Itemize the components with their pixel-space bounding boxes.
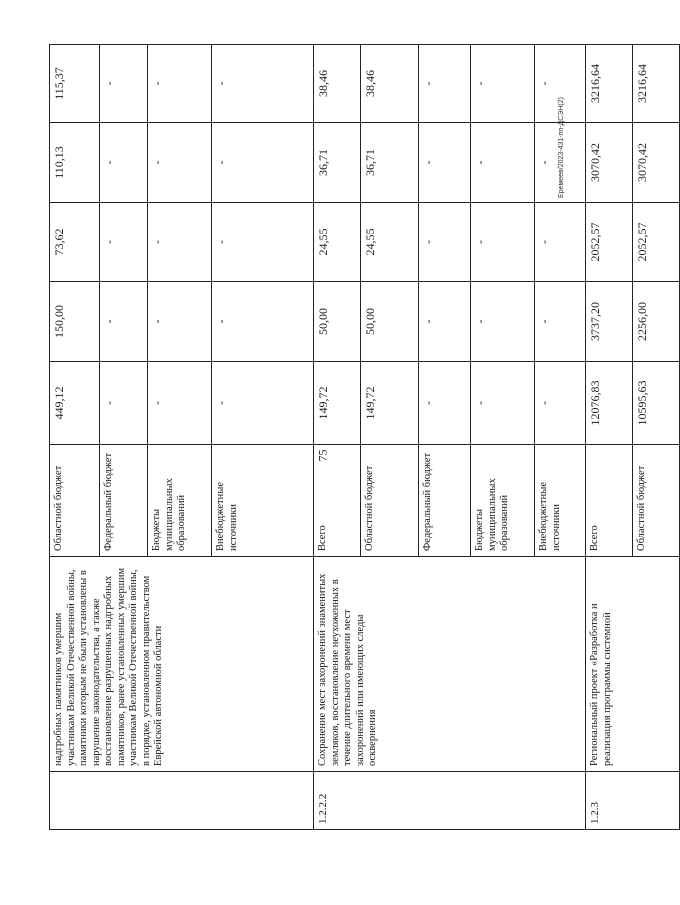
row-code-cell: 1.2.3 [586,772,680,830]
amount-cell: 3216,64 [633,45,680,123]
amount-cell: - [148,123,212,203]
page-number: 75 [315,449,330,462]
amount-cell: - [471,123,535,203]
amount-cell: - [212,123,314,203]
budget-table [49,44,680,830]
funding-source-cell: Всего [586,445,633,557]
amount-cell: - [212,45,314,123]
amount-cell: - [471,362,535,445]
amount-cell: - [100,123,148,203]
footer-reference: Еремеев/2023-431-пп-ДСЭН(2) [558,97,565,198]
funding-source-cell: Бюджеты муниципальных образований [471,445,535,557]
funding-source-cell: Областной бюджет [633,445,680,557]
table-row [586,45,633,830]
amount-cell: 3070,42 [633,123,680,203]
amount-cell: - [419,203,471,282]
amount-cell: - [212,282,314,362]
amount-cell: - [148,282,212,362]
amount-cell: - [100,45,148,123]
amount-cell: 38,46 [314,45,361,123]
row-code-cell: 1.2.2.2 [314,772,586,830]
amount-cell: 12076,83 [586,362,633,445]
amount-cell: 110,13 [50,123,100,203]
amount-cell: 3737,20 [586,282,633,362]
amount-cell: - [419,123,471,203]
amount-cell: - [535,362,586,445]
budget-table-body [50,45,680,830]
amount-cell: - [535,282,586,362]
funding-source-cell: Областной бюджет [361,445,419,557]
rotated-table-container [49,45,649,830]
amount-cell: 50,00 [361,282,419,362]
amount-cell: - [471,45,535,123]
amount-cell: 24,55 [314,203,361,282]
table-row [314,45,361,830]
amount-cell: 149,72 [314,362,361,445]
funding-source-cell: Внебюджетные источники [535,445,586,557]
amount-cell: - [419,45,471,123]
amount-cell: 3216,64 [586,45,633,123]
amount-cell: 24,55 [361,203,419,282]
amount-cell: - [535,203,586,282]
amount-cell: 449,12 [50,362,100,445]
amount-cell: 10595,63 [633,362,680,445]
amount-cell: 36,71 [361,123,419,203]
amount-cell: - [471,282,535,362]
amount-cell: 115,37 [50,45,100,123]
amount-cell: - [148,203,212,282]
amount-cell: - [100,362,148,445]
amount-cell: - [148,45,212,123]
funding-source-cell: Бюджеты муниципальных образований [148,445,212,557]
funding-source-cell: Федеральный бюджет [419,445,471,557]
amount-cell: 2052,57 [633,203,680,282]
row-name-cell: Региональный проект «Разработка и реализация программы системной [586,557,680,772]
row-code-cell [50,772,314,830]
amount-cell: - [471,203,535,282]
amount-cell: - [212,203,314,282]
amount-cell: 2052,57 [586,203,633,282]
funding-source-cell: Федеральный бюджет [100,445,148,557]
amount-cell: - [419,362,471,445]
amount-cell: 150,00 [50,282,100,362]
amount-cell: 149,72 [361,362,419,445]
amount-cell: - [100,203,148,282]
amount-cell: 3070,42 [586,123,633,203]
row-name-cell: надгробных памятников умершим участникам Великой Отечественной войны, памятники которым не были установлены в нарушение законодательства, а также восстановление разрушенных надгробных памятников, ранее установленных умершим участникам Великой Отечественной войны, в порядке, установленном правительством Еврейской автономной области [50,557,314,772]
amount-cell: - [419,282,471,362]
funding-source-cell: Внебюджетные источники [212,445,314,557]
row-name-cell: Сохранение мест захоронений знаменитых земляков, восстановление неухоженных в течение длительного времени мест захоронений или имеющих следы осквернения [314,557,586,772]
funding-source-cell: Областной бюджет [50,445,100,557]
funding-source-cell: Всего [314,445,361,557]
table-row [50,45,100,830]
amount-cell: 2256,00 [633,282,680,362]
amount-cell: - [535,45,586,123]
amount-cell: 73,62 [50,203,100,282]
amount-cell: - [100,282,148,362]
amount-cell: - [535,123,586,203]
amount-cell: 36,71 [314,123,361,203]
amount-cell: 50,00 [314,282,361,362]
amount-cell: - [148,362,212,445]
amount-cell: - [212,362,314,445]
amount-cell: 38,46 [361,45,419,123]
